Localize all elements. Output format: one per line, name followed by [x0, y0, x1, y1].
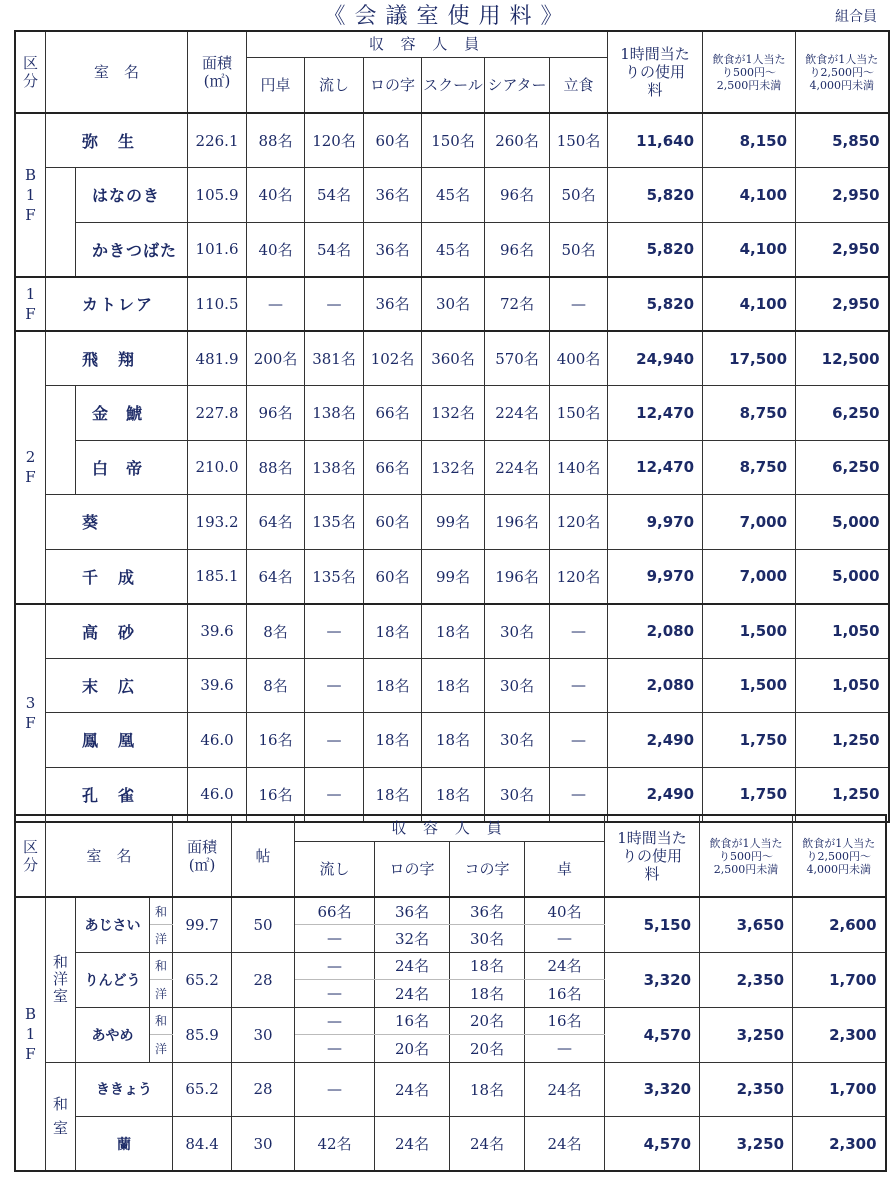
- capacity-value-yo: —: [525, 1035, 605, 1063]
- capacity-value: 224名: [485, 386, 550, 441]
- yo-label: 洋: [150, 1035, 173, 1063]
- food-fee-1: 3,250: [700, 1007, 793, 1062]
- capacity-value: 30名: [422, 277, 485, 332]
- table-row: [15, 1062, 886, 1117]
- header-capacity-col: 円卓: [247, 57, 305, 113]
- capacity-value-wa: 18名: [450, 952, 525, 980]
- capacity-value-yo: 30名: [450, 925, 525, 953]
- food-fee-2: 5,000: [796, 549, 889, 604]
- room-tatami: 28: [232, 952, 295, 1007]
- floor-label: 1 F: [15, 277, 46, 332]
- capacity-value: 42名: [295, 1117, 375, 1172]
- capacity-value: —: [550, 277, 608, 332]
- food-fee-2: 1,700: [793, 1062, 886, 1117]
- capacity-value: 45名: [422, 222, 485, 277]
- capacity-value: —: [550, 767, 608, 822]
- indent-spacer: [46, 386, 76, 441]
- capacity-value: 18名: [422, 604, 485, 659]
- table-row: [15, 549, 889, 604]
- header-capacity-col: スクール: [422, 57, 485, 113]
- capacity-value: 150名: [550, 113, 608, 168]
- header-kubun: 区分: [15, 31, 46, 113]
- table-row: [15, 331, 889, 386]
- capacity-value: 102名: [364, 331, 422, 386]
- capacity-value: 60名: [364, 549, 422, 604]
- capacity-value-wa: 24名: [525, 952, 605, 980]
- food-fee-2: 2,300: [793, 1007, 886, 1062]
- capacity-value-yo: 32名: [375, 925, 450, 953]
- capacity-value: 18名: [422, 713, 485, 768]
- capacity-value: 135名: [305, 549, 364, 604]
- capacity-value: —: [550, 604, 608, 659]
- food-fee-1: 3,250: [700, 1117, 793, 1172]
- capacity-value-wa: 20名: [450, 1007, 525, 1035]
- header-capacity-col: コの字: [450, 841, 525, 897]
- room-area: 65.2: [173, 952, 232, 1007]
- hourly-fee: 4,570: [605, 1117, 700, 1172]
- header-room-name: 室 名: [46, 815, 173, 897]
- room-tatami: 30: [232, 1007, 295, 1062]
- floor-label: 2 F: [15, 331, 46, 604]
- capacity-value: —: [305, 277, 364, 332]
- capacity-value-wa: 40名: [525, 897, 605, 925]
- capacity-value-yo: 18名: [450, 980, 525, 1008]
- hourly-fee: 2,080: [608, 604, 703, 659]
- food-fee-2: 1,250: [796, 767, 889, 822]
- hourly-fee: 12,470: [608, 440, 703, 495]
- hourly-fee: 2,490: [608, 713, 703, 768]
- header-capacity-col: ロの字: [375, 841, 450, 897]
- header-food-fee-2: 飲食が1人当たり2,500円〜4,000円未満: [793, 815, 886, 897]
- page-title: 《会議室使用料》: [323, 4, 572, 29]
- room-area: 193.2: [188, 495, 247, 550]
- capacity-value: 570名: [485, 331, 550, 386]
- food-fee-1: 8,150: [703, 113, 796, 168]
- table-row: [15, 713, 889, 768]
- capacity-value: 40名: [247, 222, 305, 277]
- capacity-value: —: [305, 658, 364, 713]
- table-row: [15, 222, 889, 277]
- food-fee-1: 8,750: [703, 386, 796, 441]
- capacity-value: 196名: [485, 495, 550, 550]
- capacity-value-yo: —: [295, 1035, 375, 1063]
- room-name: 飛 翔: [46, 331, 188, 386]
- capacity-value-wa: 24名: [375, 952, 450, 980]
- capacity-value: 150名: [550, 386, 608, 441]
- header-room-name: 室 名: [46, 31, 188, 113]
- capacity-value: 16名: [247, 713, 305, 768]
- hourly-fee: 9,970: [608, 495, 703, 550]
- table-row: [15, 604, 889, 659]
- member-label: 組合員: [835, 9, 877, 25]
- capacity-value-yo: —: [525, 925, 605, 953]
- capacity-value-wa: —: [295, 952, 375, 980]
- food-fee-2: 2,950: [796, 168, 889, 223]
- room-tatami: 28: [232, 1062, 295, 1117]
- rental-fee-table-main: [14, 30, 890, 823]
- wa-label: 和: [150, 1007, 173, 1035]
- room-name: 蘭: [76, 1117, 173, 1172]
- hourly-fee: 5,820: [608, 277, 703, 332]
- wayo-label: 和洋室: [46, 897, 76, 1062]
- room-area: 110.5: [188, 277, 247, 332]
- capacity-value: 30名: [485, 604, 550, 659]
- room-name: カトレア: [46, 277, 188, 332]
- capacity-value-yo: 24名: [375, 980, 450, 1008]
- capacity-value: 40名: [247, 168, 305, 223]
- capacity-value-wa: 66名: [295, 897, 375, 925]
- capacity-value: 88名: [247, 440, 305, 495]
- room-name: りんどう: [76, 952, 150, 1007]
- capacity-value: 50名: [550, 168, 608, 223]
- capacity-value: —: [305, 713, 364, 768]
- yo-label: 洋: [150, 980, 173, 1008]
- floor-label: B 1 F: [15, 897, 46, 1171]
- capacity-value: 64名: [247, 495, 305, 550]
- capacity-value: —: [305, 767, 364, 822]
- capacity-value: 36名: [364, 277, 422, 332]
- capacity-value: 96名: [247, 386, 305, 441]
- table-row: [15, 952, 886, 980]
- capacity-value: 8名: [247, 604, 305, 659]
- header-tatami: 帖: [232, 815, 295, 897]
- hourly-fee: 4,570: [605, 1007, 700, 1062]
- food-fee-2: 6,250: [796, 440, 889, 495]
- capacity-value: 60名: [364, 113, 422, 168]
- food-fee-2: 5,000: [796, 495, 889, 550]
- food-fee-1: 1,750: [703, 767, 796, 822]
- indent-spacer: [46, 222, 76, 277]
- header-hourly-fee: 1時間当たりの使用料: [605, 815, 700, 897]
- food-fee-1: 3,650: [700, 897, 793, 952]
- header-area: 面積 (㎡): [188, 31, 247, 113]
- capacity-value: 72名: [485, 277, 550, 332]
- hourly-fee: 3,320: [605, 1062, 700, 1117]
- food-fee-1: 17,500: [703, 331, 796, 386]
- hourly-fee: 2,490: [608, 767, 703, 822]
- food-fee-2: 1,050: [796, 658, 889, 713]
- room-area: 210.0: [188, 440, 247, 495]
- room-name: あじさい: [76, 897, 150, 952]
- capacity-value: 99名: [422, 549, 485, 604]
- food-fee-2: 5,850: [796, 113, 889, 168]
- capacity-value: 400名: [550, 331, 608, 386]
- capacity-value: 16名: [247, 767, 305, 822]
- capacity-value: 200名: [247, 331, 305, 386]
- capacity-value: 196名: [485, 549, 550, 604]
- capacity-value-wa: 36名: [375, 897, 450, 925]
- food-fee-1: 4,100: [703, 168, 796, 223]
- capacity-value-wa: 16名: [375, 1007, 450, 1035]
- header-capacity-col: ロの字: [364, 57, 422, 113]
- header-capacity-col: 立食: [550, 57, 608, 113]
- room-area: 105.9: [188, 168, 247, 223]
- capacity-value: 60名: [364, 495, 422, 550]
- header-hourly-fee: 1時間当たりの使用料: [608, 31, 703, 113]
- room-area: 39.6: [188, 658, 247, 713]
- wa-room-label: 和室: [46, 1062, 76, 1171]
- capacity-value: 24名: [375, 1117, 450, 1172]
- food-fee-1: 1,500: [703, 604, 796, 659]
- room-area: 227.8: [188, 386, 247, 441]
- capacity-value: 96名: [485, 168, 550, 223]
- capacity-value: 66名: [364, 386, 422, 441]
- room-name: 千 成: [46, 549, 188, 604]
- capacity-value: 381名: [305, 331, 364, 386]
- capacity-value: —: [295, 1062, 375, 1117]
- capacity-value: 30名: [485, 658, 550, 713]
- wa-label: 和: [150, 952, 173, 980]
- header-capacity: 収 容 人 員: [295, 815, 605, 841]
- room-name: 葵: [46, 495, 188, 550]
- table-row: [15, 386, 889, 441]
- capacity-value-wa: 36名: [450, 897, 525, 925]
- hourly-fee: 24,940: [608, 331, 703, 386]
- capacity-value: 24名: [450, 1117, 525, 1172]
- capacity-value: 260名: [485, 113, 550, 168]
- capacity-value: 135名: [305, 495, 364, 550]
- table-row: [15, 440, 889, 495]
- room-area: 39.6: [188, 604, 247, 659]
- capacity-value: 224名: [485, 440, 550, 495]
- header-food-fee-1: 飲食が1人当たり500円〜2,500円未満: [703, 31, 796, 113]
- room-name: 孔 雀: [46, 767, 188, 822]
- room-area: 65.2: [173, 1062, 232, 1117]
- wa-label: 和: [150, 897, 173, 925]
- capacity-value-yo: 20名: [375, 1035, 450, 1063]
- table-row: [15, 168, 889, 223]
- food-fee-1: 7,000: [703, 495, 796, 550]
- room-name: 高 砂: [46, 604, 188, 659]
- capacity-value: 45名: [422, 168, 485, 223]
- capacity-value: 360名: [422, 331, 485, 386]
- header-capacity-col: シアター: [485, 57, 550, 113]
- capacity-value: 88名: [247, 113, 305, 168]
- food-fee-1: 7,000: [703, 549, 796, 604]
- table-row: [15, 277, 889, 332]
- header-kubun: 区分: [15, 815, 46, 897]
- food-fee-1: 1,500: [703, 658, 796, 713]
- header-food-fee-1: 飲食が1人当たり500円〜2,500円未満: [700, 815, 793, 897]
- hourly-fee: 11,640: [608, 113, 703, 168]
- food-fee-1: 2,350: [700, 1062, 793, 1117]
- room-name: かきつばた: [76, 222, 188, 277]
- capacity-value: 54名: [305, 168, 364, 223]
- hourly-fee: 5,150: [605, 897, 700, 952]
- room-area: 101.6: [188, 222, 247, 277]
- food-fee-1: 4,100: [703, 277, 796, 332]
- table-row: [15, 113, 889, 168]
- capacity-value: 140名: [550, 440, 608, 495]
- capacity-value: —: [550, 658, 608, 713]
- food-fee-1: 8,750: [703, 440, 796, 495]
- capacity-value: 24名: [525, 1117, 605, 1172]
- room-name: 鳳 凰: [46, 713, 188, 768]
- capacity-value: 99名: [422, 495, 485, 550]
- capacity-value: 120名: [550, 549, 608, 604]
- capacity-value: —: [247, 277, 305, 332]
- floor-label: B 1 F: [15, 113, 46, 277]
- indent-spacer: [46, 168, 76, 223]
- hourly-fee: 5,820: [608, 168, 703, 223]
- capacity-value: 138名: [305, 386, 364, 441]
- food-fee-2: 2,950: [796, 277, 889, 332]
- capacity-value-yo: 16名: [525, 980, 605, 1008]
- capacity-value-yo: —: [295, 925, 375, 953]
- food-fee-1: 1,750: [703, 713, 796, 768]
- capacity-value: —: [550, 713, 608, 768]
- capacity-value: 50名: [550, 222, 608, 277]
- capacity-value: 64名: [247, 549, 305, 604]
- capacity-value: 132名: [422, 386, 485, 441]
- room-area: 46.0: [188, 767, 247, 822]
- room-area: 185.1: [188, 549, 247, 604]
- table-row: [15, 897, 886, 925]
- capacity-value: 96名: [485, 222, 550, 277]
- capacity-value: 30名: [485, 713, 550, 768]
- header-capacity-col: 卓: [525, 841, 605, 897]
- hourly-fee: 5,820: [608, 222, 703, 277]
- hourly-fee: 9,970: [608, 549, 703, 604]
- capacity-value: 66名: [364, 440, 422, 495]
- food-fee-2: 1,700: [793, 952, 886, 1007]
- capacity-value-wa: 16名: [525, 1007, 605, 1035]
- food-fee-2: 6,250: [796, 386, 889, 441]
- header-capacity-col: 流し: [295, 841, 375, 897]
- room-name: 弥 生: [46, 113, 188, 168]
- capacity-value: 8名: [247, 658, 305, 713]
- food-fee-2: 1,250: [796, 713, 889, 768]
- header-capacity-col: 流し: [305, 57, 364, 113]
- capacity-value: 18名: [364, 713, 422, 768]
- capacity-value: 120名: [550, 495, 608, 550]
- capacity-value: 18名: [364, 767, 422, 822]
- table-row: [15, 495, 889, 550]
- food-fee-1: 2,350: [700, 952, 793, 1007]
- table-row: [15, 1117, 886, 1172]
- room-name: 金 鯱: [76, 386, 188, 441]
- room-name: 末 広: [46, 658, 188, 713]
- room-area: 84.4: [173, 1117, 232, 1172]
- capacity-value-yo: —: [295, 980, 375, 1008]
- header-food-fee-2: 飲食が1人当たり2,500円〜4,000円未満: [796, 31, 889, 113]
- room-area: 226.1: [188, 113, 247, 168]
- capacity-value: 18名: [450, 1062, 525, 1117]
- room-tatami: 50: [232, 897, 295, 952]
- room-name: 白 帝: [76, 440, 188, 495]
- header-capacity: 収 容 人 員: [247, 31, 608, 57]
- rental-fee-table-japanese: [14, 814, 887, 1172]
- food-fee-2: 2,300: [793, 1117, 886, 1172]
- hourly-fee: 12,470: [608, 386, 703, 441]
- room-area: 481.9: [188, 331, 247, 386]
- capacity-value: 24名: [375, 1062, 450, 1117]
- food-fee-2: 12,500: [796, 331, 889, 386]
- capacity-value: 18名: [364, 658, 422, 713]
- food-fee-1: 4,100: [703, 222, 796, 277]
- capacity-value: 36名: [364, 222, 422, 277]
- capacity-value-wa: —: [295, 1007, 375, 1035]
- capacity-value: 36名: [364, 168, 422, 223]
- room-name: ききょう: [76, 1062, 173, 1117]
- capacity-value: 138名: [305, 440, 364, 495]
- hourly-fee: 2,080: [608, 658, 703, 713]
- floor-label: 3 F: [15, 604, 46, 822]
- room-area: 85.9: [173, 1007, 232, 1062]
- table-row: [15, 658, 889, 713]
- food-fee-2: 2,950: [796, 222, 889, 277]
- room-name: はなのき: [76, 168, 188, 223]
- capacity-value: 18名: [422, 658, 485, 713]
- indent-spacer: [46, 440, 76, 495]
- room-tatami: 30: [232, 1117, 295, 1172]
- capacity-value: 120名: [305, 113, 364, 168]
- room-name: あやめ: [76, 1007, 150, 1062]
- table-row: [15, 1007, 886, 1035]
- hourly-fee: 3,320: [605, 952, 700, 1007]
- capacity-value: 18名: [364, 604, 422, 659]
- capacity-value-yo: 20名: [450, 1035, 525, 1063]
- header-area: 面積 (㎡): [173, 815, 232, 897]
- room-area: 46.0: [188, 713, 247, 768]
- capacity-value: 54名: [305, 222, 364, 277]
- capacity-value: 24名: [525, 1062, 605, 1117]
- yo-label: 洋: [150, 925, 173, 953]
- capacity-value: 150名: [422, 113, 485, 168]
- food-fee-2: 2,600: [793, 897, 886, 952]
- capacity-value: 30名: [485, 767, 550, 822]
- food-fee-2: 1,050: [796, 604, 889, 659]
- room-area: 99.7: [173, 897, 232, 952]
- capacity-value: 18名: [422, 767, 485, 822]
- capacity-value: —: [305, 604, 364, 659]
- capacity-value: 132名: [422, 440, 485, 495]
